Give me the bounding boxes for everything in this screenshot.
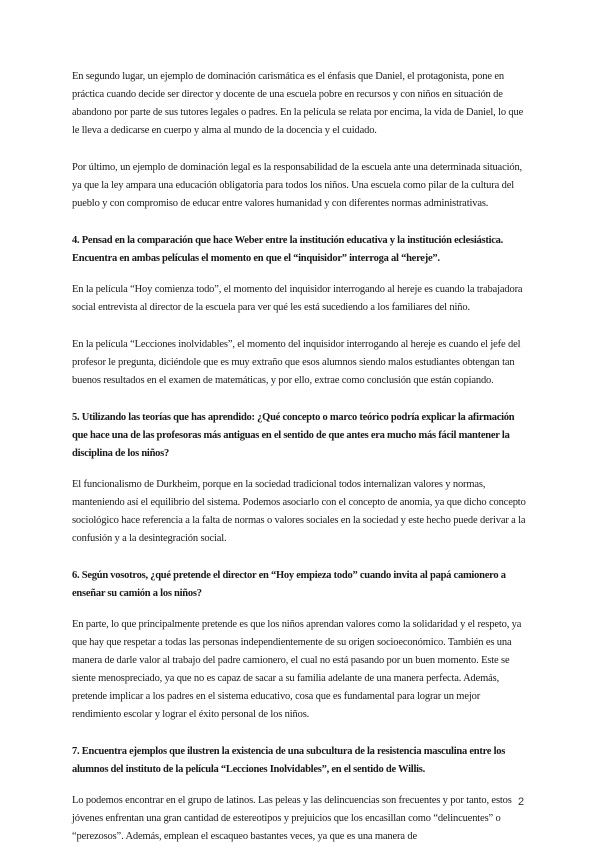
question-7: 7. Encuentra ejemplos que ilustren la existencia de una subcultura de la resistencia masculina entre los alumnos del instituto de la película “Lecciones Inolvidables”, en el sentido de Willis. xyxy=(72,746,506,775)
answer-4-lecciones-inolvidables: En la película “Lecciones inolvidables”, el momento del inquisidor interrogando al hereje es cuando el jefe del profesor le pregunta, diciéndole que es muy extraño que esos alumnos siendo malos estudiantes obtengan tan buenos resultados en el examen de matemáticas, y por ello, extrae como conclusión que están copiando. xyxy=(72,339,521,386)
paragraph-legal-domination: Por último, un ejemplo de dominación legal es la responsabilidad de la escuela ante una determinada situación, ya que la ley ampara una educación obligatoria para todos los niños. Una escuela como pilar de la cultura del pueblo y con compromiso de educar entre valores humanidad y con diferentes normas administrativas. xyxy=(72,162,523,209)
answer-4-hoy-comienza-todo: En la película “Hoy comienza todo”, el momento del inquisidor interrogando al hereje es cuando la trabajadora social entrevista al director de la escuela para ver qué les está sucediendo a los familiares del niño. xyxy=(72,284,523,313)
question-6: 6. Según vosotros, ¿qué pretende el director en “Hoy empieza todo” cuando invita al papá camionero a enseñar su camión a los niños? xyxy=(72,570,506,599)
page-number: 2 xyxy=(518,796,525,808)
answer-7: Lo podemos encontrar en el grupo de latinos. Las peleas y las delincuencias son frecuentes y por tanto, estos jóvenes enfrentan una gran cantidad de estereotipos y prejuicios que los encasillan como “delincuentes” o “perezosos”. Además, emplean el escaqueo bastantes veces, ya que es una manera de xyxy=(72,795,512,842)
page-body xyxy=(72,68,530,865)
answer-5: El funcionalismo de Durkheim, porque en la sociedad tradicional todos internalizan valores y normas, manteniendo así el equilibrio del sistema. Podemos asociarlo con el concepto de anomia, ya que dicho concepto sociológico hace referencia a la falta de normas o valores sociales en la sociedad y este hecho puede derivar a la confusión y a la desintegración social. xyxy=(72,479,526,544)
question-4: 4. Pensad en la comparación que hace Weber entre la institución educativa y la institución eclesiástica. Encuentra en ambas películas el momento en que el “inquisidor” interroga al “hereje”. xyxy=(72,235,504,264)
paragraph-charismatic-domination: En segundo lugar, un ejemplo de dominación carismática es el énfasis que Daniel, el protagonista, pone en práctica cuando decide ser director y docente de una escuela pobre en recursos y con niños en situación de abandono por parte de sus tutores legales o padres. En la película se relata por encima, la vida de Daniel, lo que le lleva a dedicarse en cuerpo y alma al mundo de la docencia y el cuidado. xyxy=(72,71,524,136)
question-5: 5. Utilizando las teorías que has aprendido: ¿Qué concepto o marco teórico podría explicar la afirmación que hace una de las profesoras más antiguas en el sentido de que antes era mucho más fácil mantener la disciplina de los niños? xyxy=(72,412,515,459)
answer-6: En parte, lo que principalmente pretende es que los niños aprendan valores como la solidaridad y el respeto, ya que hay que respetar a todas las personas independientemente de su origen socioeconómico. También es una manera de darle valor al trabajo del padre camionero, el cual no está pasando por un buen momento. Este se siente menospreciado, ya que no es capaz de sacar a su familia adelante de una manera perfecta. Además, pretende implicar a los padres en el sistema educativo, cosa que es fundamental para lograr un mejor rendimiento escolar y lograr el éxito personal de los niños. xyxy=(72,619,522,720)
